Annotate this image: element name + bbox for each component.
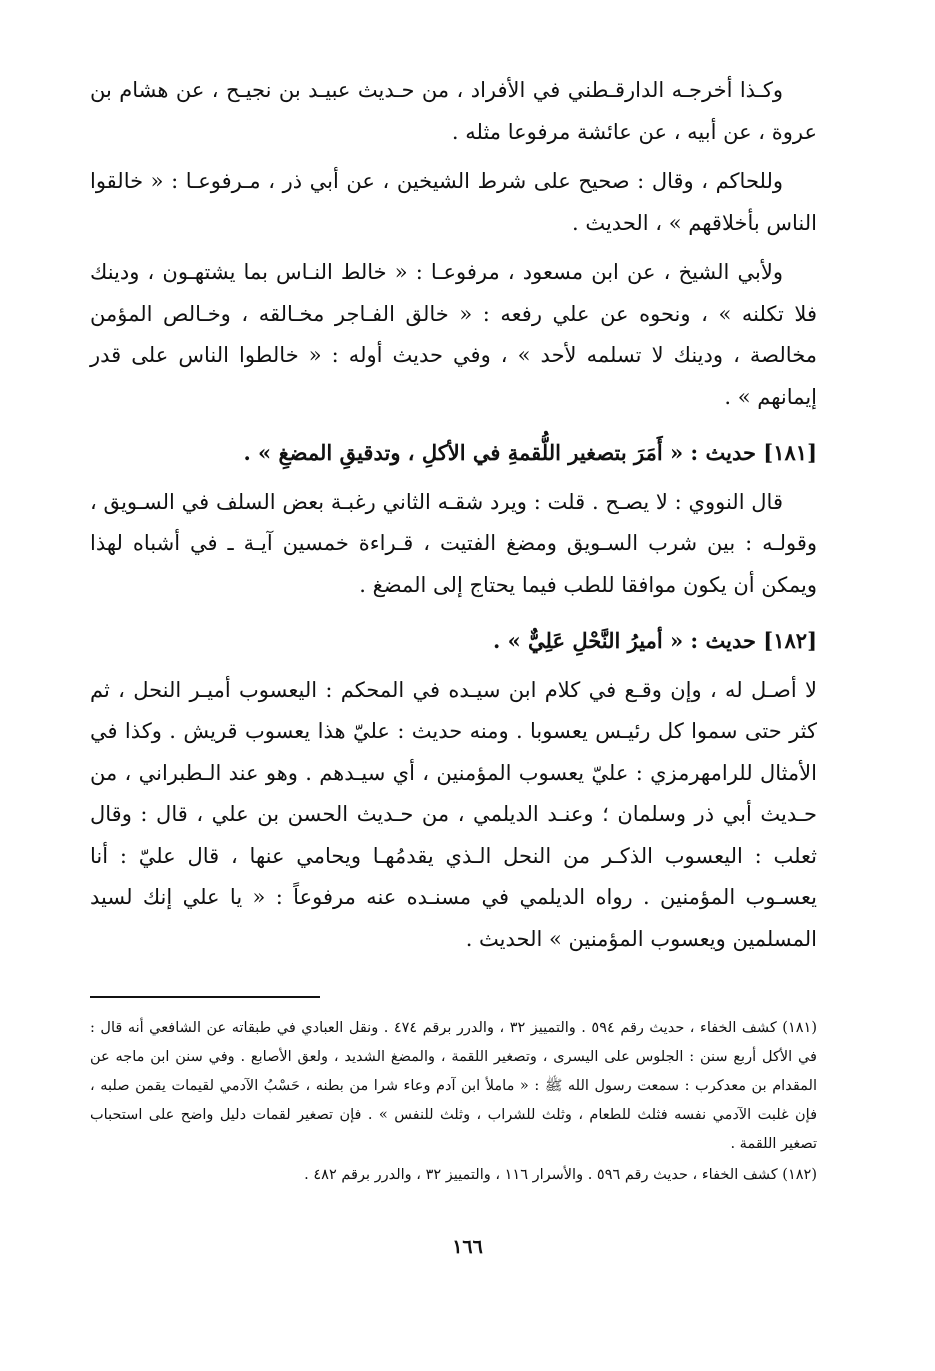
hadith-heading: [١٨٢] حديث : « أميرُ النَّحْلِ عَلِيٌّ » . <box>492 628 817 653</box>
main-text <box>90 70 817 960</box>
paragraph: وكـذا أخرجـه الدارقـطني في الأفراد ، من حـديث عبيـد بن نجيـح ، عن هشام بن عروة ، عن أبيه ، عن عائشة مرفوعا مثله . <box>90 78 817 144</box>
footnote: (١٨٢) كشف الخفاء ، حديث رقم ٥٩٦ . والأسرار ١١٦ ، والتمييز ٣٢ ، والدرر برقم ٤٨٢ . <box>304 1167 817 1183</box>
paragraph: قال النووي : لا يصـح . قلت : ويرد شقـه الثاني رغبـة بعض السلف في السـويق ، وقولـه : بين شرب السـويق ومضغ الفتيت ، قـراءة خمسين آيـة ـ في أشباه لهذا ويمكن أن يكون موافقا للطب فيما يحتاج إلى المضغ . <box>90 489 817 597</box>
page-number: ١٦٦ <box>452 1236 483 1258</box>
footnote: (١٨١) كشف الخفاء ، حديث رقم ٥٩٤ . والتمييز ٣٢ ، والدرر برقم ٤٧٤ . ونقل العبادي في طبقاته عن الشافعي أنه قال : في الأكل أربع سنن : الجلوس على اليسرى ، وتصغير اللقمة ، والمضغ الشديد ، ولعق الأصابع . وفي سنن ابن ماجه عن المقدام بن معدكرب : سمعت رسول الله ﷺ : « ماملأ ابن آدم وعاء شرا من بطنه ، حَسْبُ الآدمي لقيمات يقمن صلبه ، فإن غلبت الآدمي نفسه فثلث للطعام ، وثلث للشراب ، وثلث للنفس » . فإن تصغير لقمات دليل واضح على استحباب تصغير اللقمة . <box>90 1020 817 1152</box>
paragraph: ولأبي الشيخ ، عن ابن مسعود ، مرفوعـا : « خالط النـاس بما يشتهـون ، ودينك فلا تكلنه » ، ونحوه عن علي رفعه : « خالق الفـاجر مخـالقه ، وخـالص المؤمن مخالصة ، ودينك لا تسلمه لأحد » ، وفي حديث أوله : « خالطوا الناس على قدر إيمانهم » . <box>90 260 817 409</box>
paragraph: وللحاكم ، وقال : صحيح على شرط الشيخين ، عن أبي ذر ، مـرفوعـا : « خالقوا الناس بأخلاقهم » ، الحديث . <box>90 169 817 235</box>
footnote-divider <box>90 996 320 998</box>
paragraph: لا أصـل له ، وإن وقـع في كلام ابن سيـده في المحكم : اليعسوب أميـر النحل ، ثم كثر حتى سموا كل رئيـس يعسوبا . ومنه حديث : عليّ هذا يعسوب قريش . وكذا في الأمثال للرامهرمزي : عليّ يعسوب المؤمنين ، أي سيـدهم . وهو عند الـطبراني ، من حـديث أبي ذر وسلمان ؛ وعنـد الديلمي ، من حـديث الحسن بن علي ، قال : وقال ثعلب : اليعسوب الذكـر من النحل الـذي يقدمُهـا ويحامي عنها ، قال عليّ : أنا يعسـوب المؤمنين . رواه الديلمي في مسنـده عنه مرفوعاً : « يا علي إنك لسيد المسلمين ويعسوب المؤمنين » الحديث . <box>90 677 817 951</box>
hadith-heading: [١٨١] حديث : « أَمَرَ بتصغير اللُّقمةِ في الأكلِ ، وتدقيقِ المضغِ » . <box>243 440 817 465</box>
footnotes <box>90 1014 817 1190</box>
